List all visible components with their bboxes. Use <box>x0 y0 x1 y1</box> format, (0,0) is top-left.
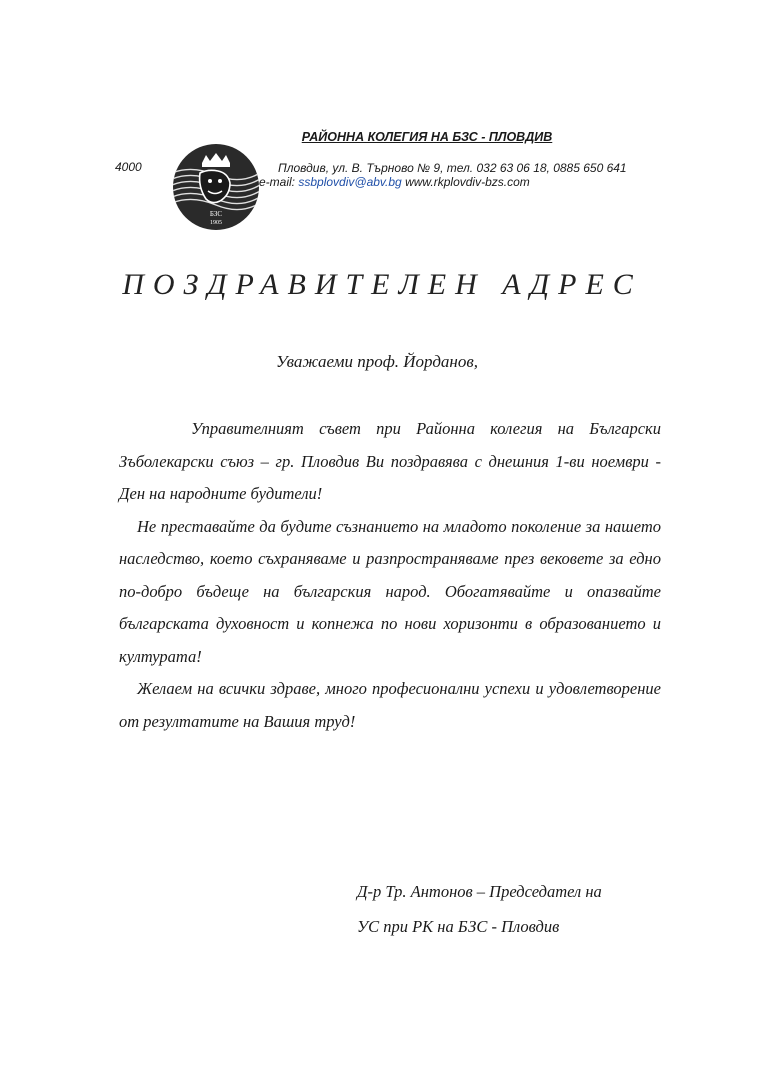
logo-text-top: БЗС <box>209 210 223 218</box>
paragraph-3: Желаем на всички здраве, много професионални успехи и удовлетворение от резултатите на Вашия труд! <box>119 679 661 731</box>
signature-line-1: Д-р Тр. Антонов – Председател на <box>357 882 602 901</box>
salutation: Уважаеми проф. Йорданов, <box>276 352 478 371</box>
email-label: e-mail: <box>259 175 296 189</box>
postcode: 4000 <box>115 160 142 174</box>
paragraph-2: Не преставайте да будите съзнанието на младото поколение за нашето наследство, което съхраняваме и разпространяваме през вековете за едно по-добро бъдеще на българския народ. Обогатявайте и опазвайте българската духовност и копнежа по нови хоризонти в образованието и културата! <box>119 516 661 666</box>
email-link[interactable]: ssbplovdiv@abv.bg <box>298 175 402 189</box>
document-title: ПОЗДРАВИТЕЛЕН АДРЕС <box>122 268 642 301</box>
organization-name: РАЙОННА КОЛЕГИЯ НА БЗС - ПЛОВДИВ <box>301 130 553 144</box>
contact-line <box>259 175 530 189</box>
letter-body <box>119 413 661 738</box>
address-line: Пловдив, ул. В. Търново № 9, тел. 032 63 06 18, 0885 650 641 <box>278 161 627 175</box>
signature-block <box>357 874 602 944</box>
logo-text-year: 1905 <box>210 220 222 226</box>
website-link[interactable]: www.rkplovdiv-bzs.com <box>405 175 530 189</box>
paragraph-1: Управителният съвет при Районна колегия на Български Зъболекарски съюз – гр. Пловдив Ви поздравява с днешния 1-ви ноември - Ден на народните будители! <box>119 419 661 503</box>
lion-crest-logo-icon <box>172 143 260 231</box>
signature-line-2: УС при РК на БЗС - Пловдив <box>357 917 560 936</box>
